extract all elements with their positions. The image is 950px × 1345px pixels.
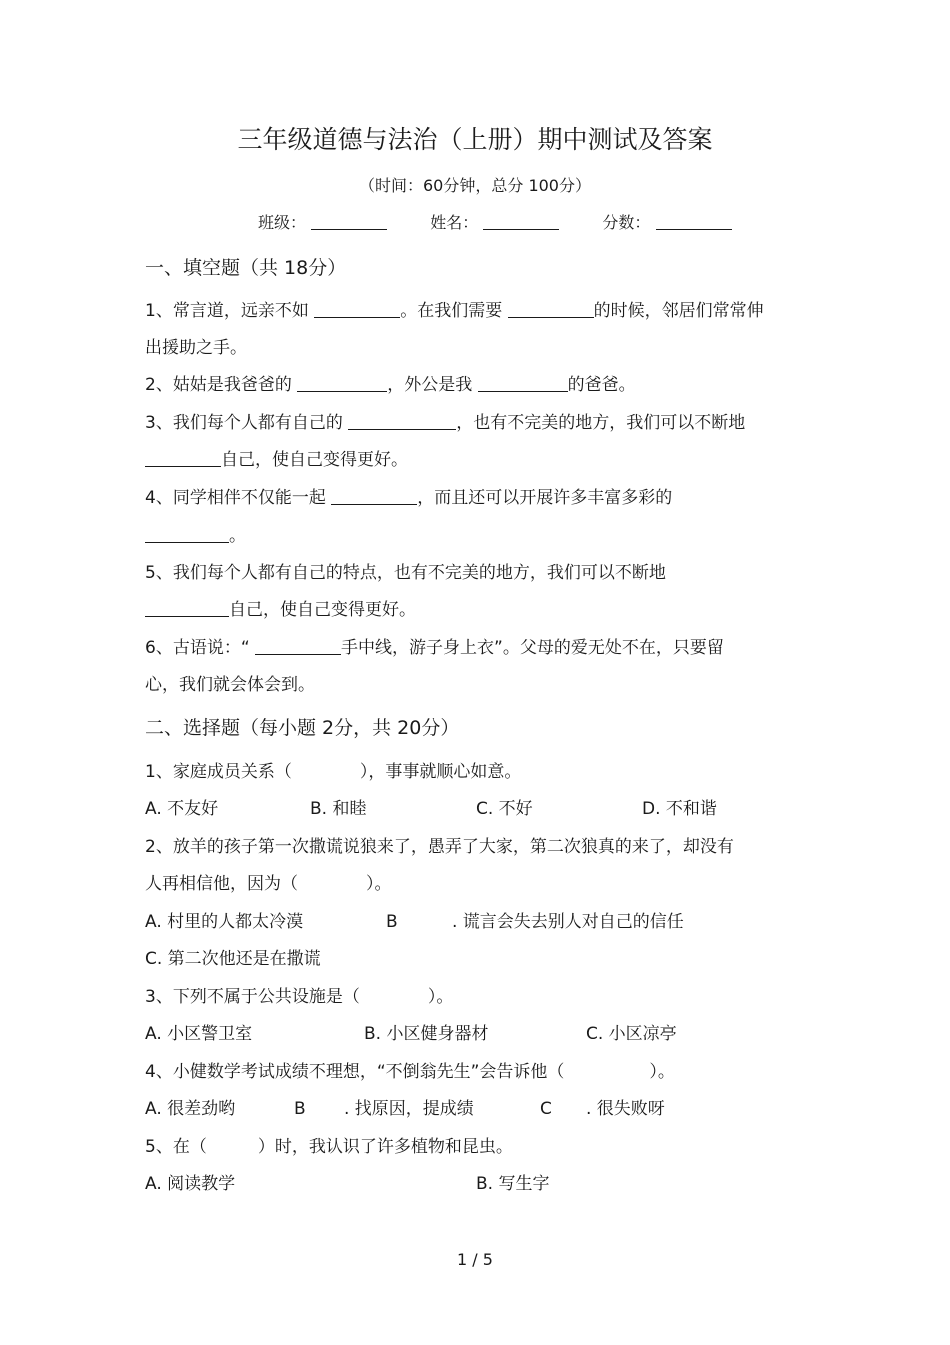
option-2-2-a: A. 村里的人都太冷漠 — [145, 912, 304, 932]
question-1-1: 1、常言道，远亲不如 。在我们需要 的时候，邻居们常常伸 — [145, 301, 764, 321]
option-2-3-b: B. 小区健身器材 — [364, 1024, 489, 1044]
question-1-2: 2、姑姑是我爸爸的 ，外公是我 的爸爸。 — [145, 375, 636, 395]
option-2-4-b: . 找原因，提成绩 — [344, 1099, 474, 1119]
question-1-5: 5、我们每个人都有自己的特点，也有不完美的地方，我们可以不断地 — [145, 563, 666, 583]
question-2-2-cont: 人再相信他，因为（ ）。 — [145, 874, 392, 894]
question-2-1: 1、家庭成员关系（ ），事事就顺心如意。 — [145, 762, 522, 782]
option-2-2-b: . 谎言会失去别人对自己的信任 — [452, 912, 684, 932]
question-1-3-cont: 自己，使自己变得更好。 — [145, 449, 408, 471]
question-2-4: 4、小健数学考试成绩不理想，“不倒翁先生”会告诉他（ ）。 — [145, 1062, 675, 1082]
exam-info: （时间：60分钟，总分 100分） — [359, 176, 591, 195]
option-2-1-b: B. 和睦 — [310, 799, 367, 819]
option-2-2-c: C. 第二次他还是在撒谎 — [145, 949, 321, 969]
question-1-4: 4、同学相伴不仅能一起 ，而且还可以开展许多丰富多彩的 — [145, 488, 673, 508]
option-2-2-b-letter: B — [386, 912, 398, 932]
question-2-2: 2、放羊的孩子第一次撒谎说狼来了，愚弄了大家，第二次狼真的来了，却没有 — [145, 837, 734, 857]
option-2-5-a: A. 阅读教学 — [145, 1174, 236, 1194]
option-2-3-a: A. 小区警卫室 — [145, 1024, 253, 1044]
option-2-1-a: A. 不友好 — [145, 799, 219, 819]
class-field: 班级： — [258, 212, 387, 234]
option-2-1-d: D. 不和谐 — [642, 799, 717, 819]
question-1-6: 6、古语说：“ 手中线，游子身上衣”。父母的爱无处不在，只要留 — [145, 638, 724, 658]
option-2-3-c: C. 小区凉亭 — [586, 1024, 677, 1044]
question-1-4-cont: 。 — [145, 525, 246, 547]
option-2-4-c: . 很失败呀 — [586, 1099, 665, 1119]
option-2-5-b: B. 写生字 — [476, 1174, 550, 1194]
section-heading-fill-blank: 一、填空题（共 18分） — [145, 257, 347, 279]
option-2-4-b-letter: B — [294, 1099, 306, 1119]
option-2-4-c-letter: C — [540, 1099, 552, 1119]
question-2-5: 5、在（ ）时，我认识了许多植物和昆虫。 — [145, 1137, 513, 1157]
page-number: 1 / 5 — [457, 1250, 493, 1269]
question-1-5-cont: 自己，使自己变得更好。 — [145, 599, 416, 621]
question-2-3: 3、下列不属于公共设施是（ ）。 — [145, 987, 454, 1007]
score-field: 分数： — [602, 212, 731, 234]
section-heading-choice: 二、选择题（每小题 2分，共 20分） — [145, 717, 460, 739]
name-field: 姓名： — [430, 212, 559, 234]
question-1-1-cont: 出援助之手。 — [145, 338, 247, 358]
student-fields — [258, 212, 770, 234]
option-2-1-c: C. 不好 — [476, 799, 533, 819]
question-1-6-cont: 心，我们就会体会到。 — [145, 675, 315, 695]
question-1-3: 3、我们每个人都有自己的 ，也有不完美的地方，我们可以不断地 — [145, 413, 746, 433]
page-title: 三年级道德与法治（上册）期中测试及答案 — [237, 125, 713, 154]
option-2-4-a: A. 很差劲哟 — [145, 1099, 236, 1119]
